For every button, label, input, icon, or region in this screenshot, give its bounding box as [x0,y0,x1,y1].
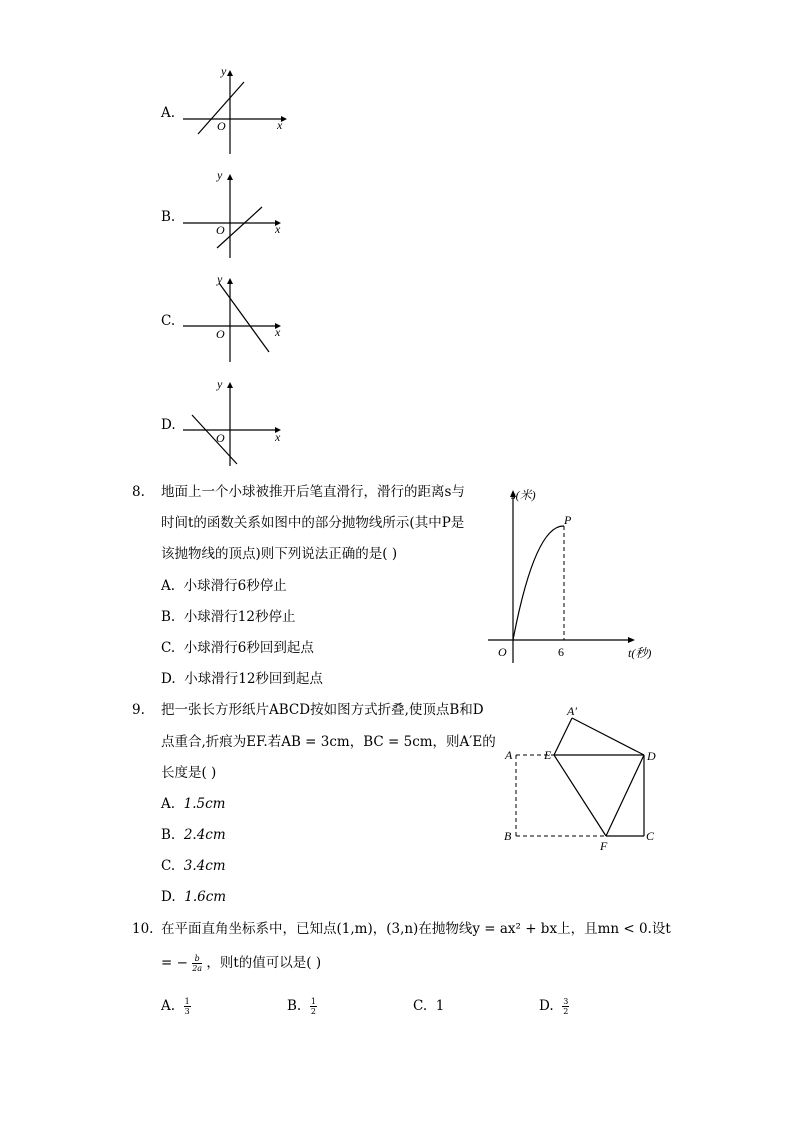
y-label: y [221,64,227,78]
y-axis-arrow [227,174,233,180]
fraction-den: 2 [310,1007,316,1016]
fraction-num: 3 [563,997,569,1006]
option-d-label: D. [161,417,176,433]
option-c-graph [175,270,295,368]
fraction-den: 2a [192,964,203,973]
option-text: 小球滑行12秒回到起点 [184,671,323,687]
vertex-label: E [544,748,552,762]
s-axis-label: s(米) [511,488,536,502]
y-axis-arrow [227,278,233,284]
x-label: x [275,430,281,444]
fraction-num: 1 [310,997,316,1006]
parabola-curve [513,526,564,640]
vertex-label: A′ [567,704,577,718]
t-axis-arrow [628,637,635,643]
segment-a-prime-d [572,718,644,755]
question-number: 10. [132,921,154,937]
option-b-label: B. [161,209,176,225]
y-axis-arrow [227,382,233,388]
option-text: 1 [435,998,445,1014]
option-b [287,996,317,1016]
vertex-label: C [646,829,655,843]
option-label: B. [161,827,176,843]
vertex-label: B [504,829,512,843]
fraction-num: 1 [184,997,190,1006]
t-axis-label: t(秒) [628,646,652,660]
fraction [184,997,191,1016]
option-label: D. [161,671,176,687]
vertex-label: F [600,839,608,853]
option-text: 小球滑行12秒停止 [183,609,296,625]
tick-label: 6 [558,645,564,659]
option-text: 3.4cm [183,858,226,874]
origin-label: O [216,327,225,341]
q8-figure [485,483,665,668]
crease-ef [554,755,606,836]
option-label: C. [161,858,176,874]
option-d [539,996,569,1016]
question-text-line: 把一张长方形纸片ABCD按如图方式折叠,使顶点B和D [161,702,484,718]
question-text-line: 点重合,折痕为EF.若AB = 3cm，BC = 5cm，则A′E的 [161,734,496,750]
option-label: D. [161,889,176,905]
option-a [161,576,287,596]
option-label: D. [539,998,554,1014]
option-d [161,887,226,907]
segment-ea-prime [554,718,572,755]
fraction [310,997,317,1016]
option-a [161,996,191,1016]
option-text: 1.5cm [183,796,226,812]
function-line [219,283,269,352]
y-label: y [217,377,223,391]
option-text: 2.4cm [183,827,226,843]
option-a-label: A. [161,105,176,121]
question-text-line: 该抛物线的顶点)则下列说法正确的是( ) [161,546,398,562]
option-a [161,794,225,814]
x-label: x [277,118,283,132]
x-label: x [275,325,281,339]
question-number: 9. [132,702,145,718]
option-text: 小球滑行6秒回到起点 [183,640,314,656]
y-label: y [217,272,223,286]
option-c [161,638,314,658]
vertex-label: A [505,748,513,762]
expr-prefix: = − [161,955,188,971]
option-c-label: C. [161,313,176,329]
question-number: 8. [132,484,145,500]
option-b [161,825,226,845]
question-text-line-2 [161,953,321,973]
fraction [192,954,202,973]
y-label: y [217,168,223,182]
option-a-graph [175,62,295,160]
question-text-line: 时间t的函数关系如图中的部分抛物线所示(其中P是 [161,515,465,531]
option-text: 1.6cm [184,889,227,905]
fraction-den: 3 [184,1007,190,1016]
fraction-den: 2 [563,1007,569,1016]
fraction-num: b [192,954,202,964]
option-label: A. [161,578,176,594]
question-text-line: 在平面直角坐标系中，已知点(1,m)，(3,n)在抛物线y = ax² + bx上，且mn < 0.设t [161,921,671,937]
fraction [562,997,569,1016]
option-label: B. [161,609,176,625]
option-text: 小球滑行6秒停止 [183,578,287,594]
x-label: x [275,222,281,236]
vertex-label: D [647,749,656,763]
option-b-graph [175,166,295,264]
vertex-label: P [564,513,572,527]
question-text-line: 长度是( ) [161,765,217,781]
origin-label: O [498,645,507,659]
origin-label: O [216,223,225,237]
segment-fd [606,755,644,836]
option-c [413,996,444,1016]
option-d-graph [175,374,295,472]
option-c [161,856,226,876]
y-axis-arrow [227,70,233,76]
question-text-line: 地面上一个小球被推开后笔直滑行，滑行的距离s与 [161,484,465,500]
origin-label: O [216,431,225,445]
option-b [161,607,296,627]
option-label: C. [413,998,428,1014]
expr-suffix: ，则t的值可以是( ) [206,955,322,971]
q9-figure [498,700,668,855]
origin-label: O [217,119,226,133]
option-label: B. [287,998,302,1014]
option-label: A. [161,796,176,812]
option-d [161,669,323,689]
option-label: C. [161,640,176,656]
option-label: A. [161,998,176,1014]
